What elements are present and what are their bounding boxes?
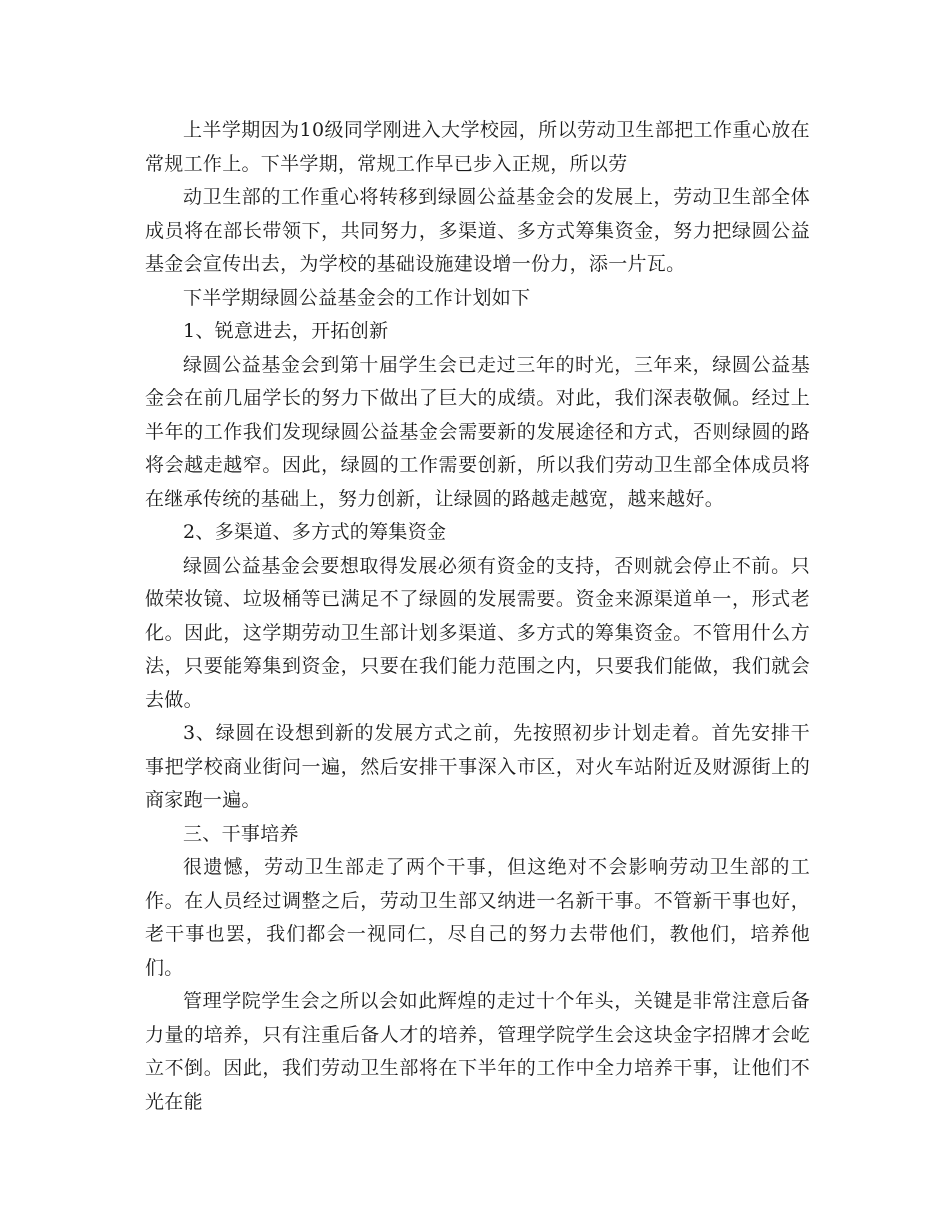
paragraph-2: 动卫生部的工作重心将转移到绿圆公益基金会的发展上，劳动卫生部全体成员将在部长带领下，共同努力，多渠道、多方式筹集资金，努力把绿圆公益基金会宣传出去，为学校的基础设施建设增一份力，添一片瓦。 — [145, 186, 810, 275]
section-heading-1: 1、锐意进去，开拓创新 — [183, 320, 389, 342]
paragraph-7: 很遗憾，劳动卫生部走了两个干事，但这绝对不会影响劳动卫生部的工作。在人员经过调整之后，劳动卫生部又纳进一名新干事。不管新干事也好，老干事也罢，我们都会一视同仁，尽自己的努力去带他们，教他们，培养他们。 — [145, 856, 810, 979]
paragraph-3: 下半学期绿圆公益基金会的工作计划如下 — [183, 286, 531, 309]
paragraph-1: 上半学期因为10级同学刚进入大学校园，所以劳动卫生部把工作重心放在常规工作上。下半学期，常规工作早已步入正规，所以劳 — [145, 119, 810, 175]
section-heading-3: 三、干事培养 — [183, 822, 299, 845]
paragraph-8: 管理学院学生会之所以会如此辉煌的走过十个年头，关键是非常注意后备力量的培养，只有注重后备人才的培养，管理学院学生会这块金字招牌才会屹立不倒。因此，我们劳动卫生部将在下半年的工作中全力培养干事，让他们不光在能 — [145, 990, 810, 1113]
document-body — [145, 114, 810, 1119]
section-heading-2: 2、多渠道、多方式的筹集资金 — [183, 521, 447, 543]
paragraph-4: 绿圆公益基金会到第十届学生会已走过三年的时光，三年来，绿圆公益基金会在前几届学长的努力下做出了巨大的成绩。对此，我们深表敬佩。经过上半年的工作我们发现绿圆公益基金会需要新的发展途径和方式，否则绿圆的路将会越走越窄。因此，绿圆的工作需要创新，所以我们劳动卫生部全体成员将在继承传统的基础上，努力创新，让绿圆的路越走越宽，越来越好。 — [145, 353, 810, 510]
paragraph-6: 3、绿圆在设想到新的发展方式之前，先按照初步计划走着。首先安排干事把学校商业街问一遍，然后安排干事深入市区，对火车站附近及财源街上的商家跑一遍。 — [145, 722, 810, 811]
paragraph-5: 绿圆公益基金会要想取得发展必须有资金的支持，否则就会停止不前。只做荣妆镜、垃圾桶等已满足不了绿圆的发展需要。资金来源渠道单一，形式老化。因此，这学期劳动卫生部计划多渠道、多方式的筹集资金。不管用什么方法，只要能筹集到资金，只要在我们能力范围之内，只要我们能做，我们就会去做。 — [145, 554, 810, 711]
